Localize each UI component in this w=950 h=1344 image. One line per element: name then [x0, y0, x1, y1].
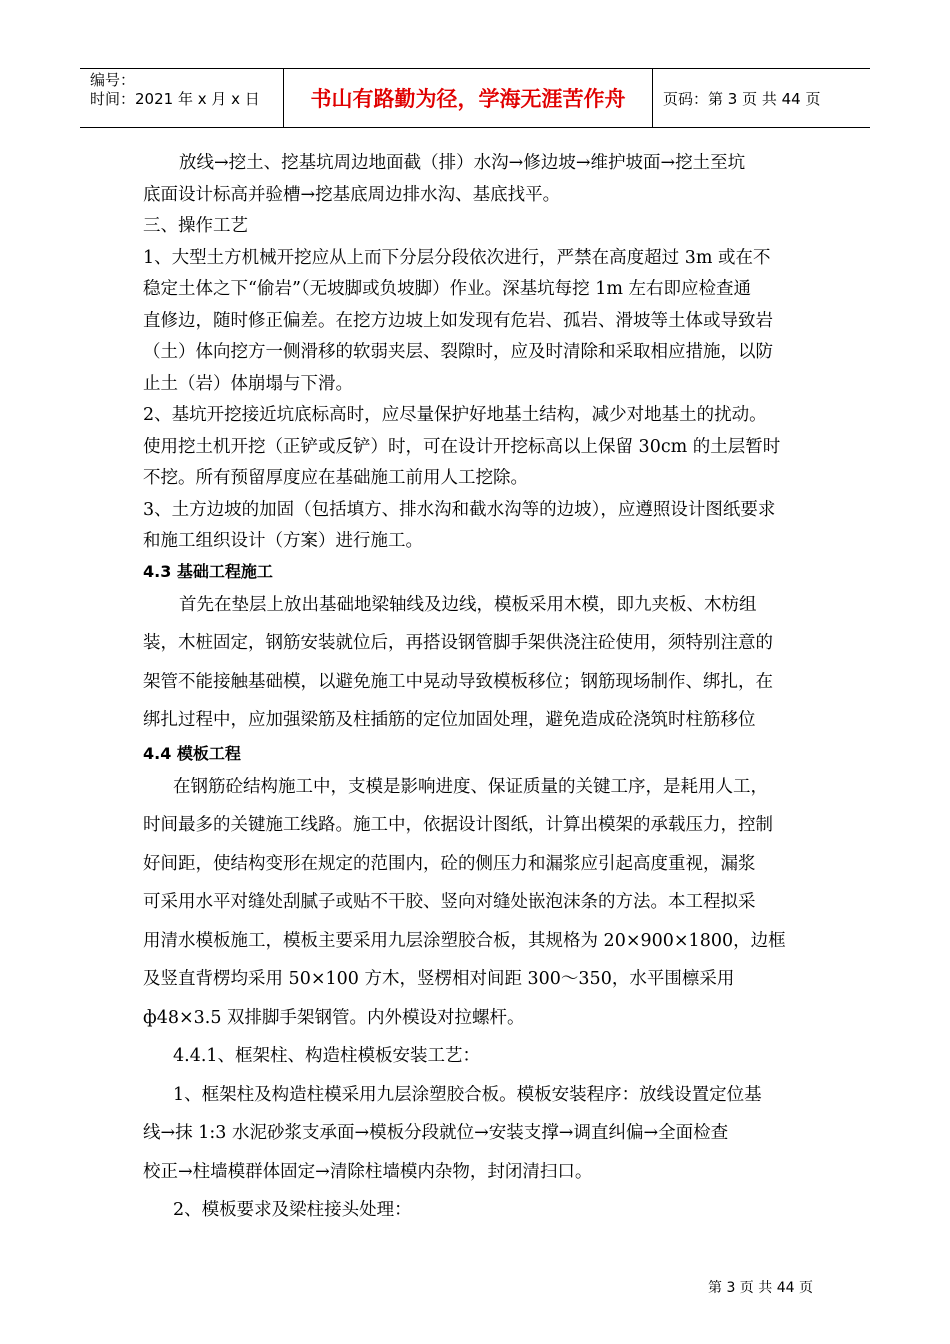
header-left: [80, 69, 283, 127]
paragraph-line: 及竖直背楞均采用 50×100 方木，竖楞相对间距 300～350，水平围檩采用: [143, 969, 735, 989]
paragraph-line: 不挖。所有预留厚度应在基础施工前用人工挖除。: [143, 468, 528, 488]
subsection-title: 4.4.1、框架柱、构造柱模板安装工艺：: [173, 1046, 481, 1066]
paragraph-line: 1、大型土方机械开挖应从上而下分层分段依次进行，严禁在高度超过 3m 或在不: [143, 247, 771, 268]
paragraph-line: 稳定土体之下“偷岩”（无坡脚或负坡脚）作业。深基坑每挖 1m 左右即应检查通: [143, 279, 751, 299]
section-title: 三、操作工艺: [143, 216, 248, 236]
document-date: 时间：2021 年 x 月 x 日: [90, 90, 260, 108]
paragraph-line: 3、土方边坡的加固（包括填方、排水沟和截水沟等的边坡），应遵照设计图纸要求: [143, 499, 776, 520]
paragraph-line: 使用挖土机开挖（正铲或反铲）时，可在设计开挖标高以上保留 30cm 的土层暂时: [143, 436, 781, 457]
item-title: 2、模板要求及梁柱接头处理：: [173, 1200, 412, 1220]
paragraph-line: 首先在垫层上放出基础地梁轴线及边线，模板采用木模，即九夹板、木枋组: [179, 594, 757, 615]
paragraph-line: 时间最多的关键施工线路。施工中，依据设计图纸，计算出模架的承载压力，控制: [143, 815, 773, 835]
process-line: 底面设计标高并验槽→挖基底周边排水沟、基底找平。: [143, 184, 561, 205]
document-number-label: 编号：: [90, 71, 136, 89]
paragraph-line: 直修边，随时修正偏差。在挖方边坡上如发现有危岩、孤岩、滑坡等土体或导致岩: [143, 310, 773, 331]
paragraph-line: ф48×3.5 双排脚手架钢管。内外模设对拉螺杆。: [143, 1007, 525, 1028]
paragraph-line: 用清水模板施工，模板主要采用九层涂塑胶合板，其规格为 20×900×1800，边框: [143, 930, 786, 951]
paragraph-line: 可采用水平对缝处刮腻子或贴不干胶、竖向对缝处嵌泡沫条的方法。本工程拟采: [143, 892, 756, 912]
paragraph-line: 好间距，使结构变形在规定的范围内，砼的侧压力和漏浆应引起高度重视，漏浆: [143, 853, 756, 874]
process-line: 放线→挖土、挖基坑周边地面截（排）水沟→修边坡→维护坡面→挖土至坑: [179, 153, 746, 173]
header-motto: 书山有路勤为径，学海无涯苦作舟: [283, 69, 653, 127]
paragraph-line: 线→抹 1:3 水泥砂浆支承面→模板分段就位→安装支撑→调直纠偏→全面检查: [143, 1123, 729, 1143]
paragraph-line: 止土（岩）体崩塌与下滑。: [143, 373, 353, 394]
paragraph-line: 2、基坑开挖接近坑底标高时，应尽量保护好地基土结构，减少对地基土的扰动。: [143, 405, 767, 425]
paragraph-line: 架管不能接触基础模，以避免施工中晃动导致模板移位；钢筋现场制作、绑扎，在: [143, 671, 773, 692]
heading-4-4: 4.4 模板工程: [143, 743, 241, 763]
paragraph-line: 校正→柱墙模群体固定→清除柱墙模内杂物，封闭清扫口。: [143, 1161, 593, 1182]
paragraph-line: 和施工组织设计（方案）进行施工。: [143, 531, 423, 551]
paragraph-line: （土）体向挖方一侧滑移的软弱夹层、裂隙时，应及时清除和采取相应措施，以防: [143, 342, 773, 362]
header-page-number: 页码：第 3 页 共 44 页: [663, 89, 821, 108]
paragraph-line: 绑扎过程中，应加强梁筋及柱插筋的定位加固处理，避免造成砼浇筑时柱筋移位: [143, 710, 756, 730]
paragraph-line: 1、框架柱及构造柱模采用九层涂塑胶合板。模板安装程序：放线设置定位基: [173, 1084, 762, 1105]
heading-4-3: 4.3 基础工程施工: [143, 561, 273, 581]
paragraph-line: 在钢筋砼结构施工中，支模是影响进度、保证质量的关键工序，是耗用人工，: [173, 776, 768, 797]
document-body: [143, 148, 813, 1230]
paragraph-line: 装，木桩固定，钢筋安装就位后，再搭设钢管脚手架供浇注砼使用，须特别注意的: [143, 633, 773, 653]
page-footer: 第 3 页 共 44 页: [708, 1280, 813, 1296]
page-header: [80, 68, 870, 128]
